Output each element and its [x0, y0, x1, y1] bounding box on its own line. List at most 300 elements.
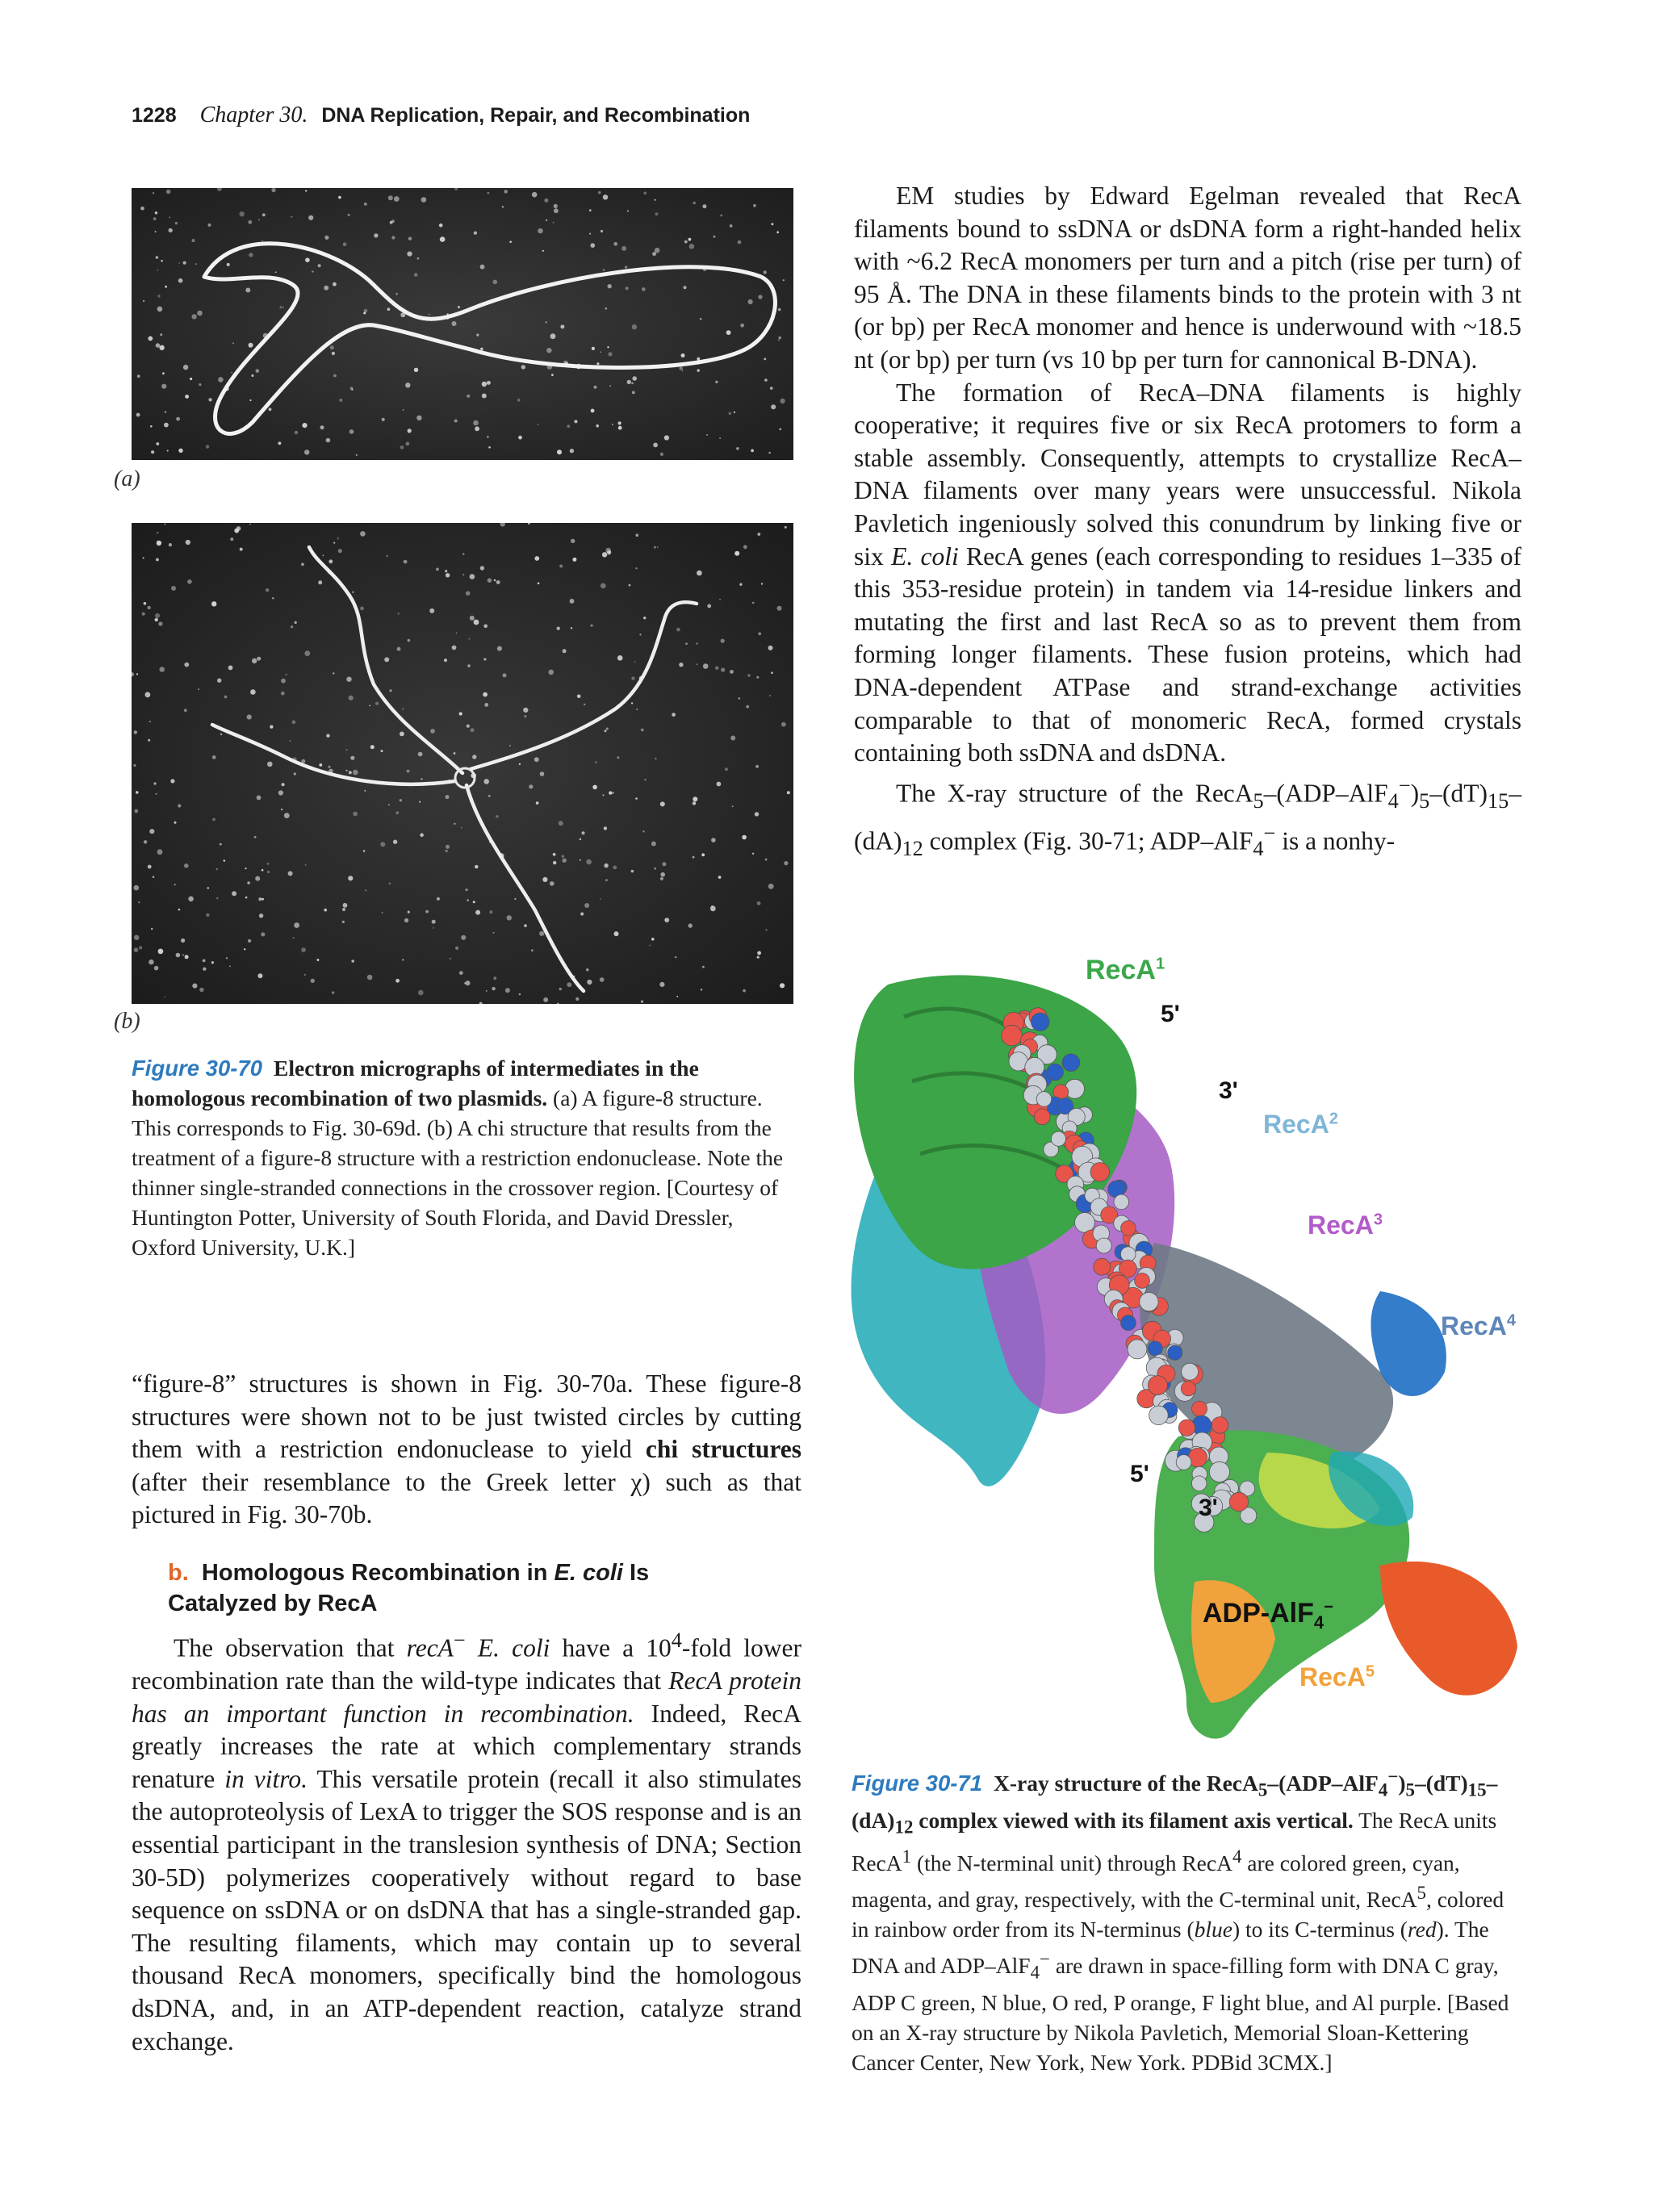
figure-71-number: Figure 30-71 — [852, 1771, 983, 1796]
speckle — [397, 647, 401, 651]
figure-70-title: Electron micrographs of intermediates in the homologous recombination of two plasmids. — [132, 1056, 699, 1110]
speckle — [258, 219, 260, 220]
speckle — [197, 311, 203, 316]
speckle — [269, 408, 272, 411]
speckle — [538, 228, 542, 233]
dna-atom — [1148, 1376, 1167, 1395]
dna-atom — [1128, 1340, 1147, 1359]
speckle — [780, 399, 785, 404]
speckle — [685, 642, 688, 645]
speckle — [714, 236, 716, 238]
speckle — [480, 265, 485, 270]
speckle — [524, 715, 526, 717]
speckle — [768, 884, 774, 889]
speckle — [676, 996, 678, 997]
speckle — [684, 286, 687, 289]
speckle — [418, 990, 424, 996]
speckle — [467, 395, 470, 398]
speckle — [689, 244, 695, 249]
speckle — [703, 663, 709, 669]
speckle — [245, 868, 246, 869]
speckle — [719, 437, 721, 439]
speckle — [305, 190, 307, 191]
speckle — [517, 399, 521, 402]
speckle — [539, 931, 544, 936]
speckle — [584, 704, 585, 705]
speckle — [589, 233, 591, 235]
chapter-label: Chapter 30. — [199, 102, 308, 128]
speckle — [617, 655, 623, 661]
speckle — [780, 983, 785, 988]
speckle — [778, 339, 780, 341]
speckle — [272, 597, 274, 599]
speckle — [367, 975, 373, 981]
speckle — [349, 696, 354, 700]
speckle — [524, 924, 527, 927]
speckle — [199, 988, 203, 992]
speckle — [768, 646, 773, 650]
speckle — [350, 756, 354, 760]
speckle — [418, 752, 423, 757]
speckle — [182, 954, 185, 956]
speckle — [421, 197, 427, 203]
speckle — [570, 599, 575, 604]
speckle — [755, 765, 759, 768]
paragraph-pavletich: The formation of RecA–DNA filaments is highly cooperative; it requires five or six RecA protomers to form a stable assembly. Consequently, attempts to crystallize RecA–DNA filaments over many years were unsuccessful. Nikola Pavletich ingeniously solved this conundrum by linking five or six E. coli RecA genes (each corresponding to residues 1–335 of this 353-residue protein) in tandem via 14-residue linkers and mutating the first and last RecA so as to prevent them from forming longer filaments. These fusion proteins, which had DNA-dependent ATPase and strand-exchange activities comparable to that of monomeric RecA, formed crystals containing both ssDNA and dsDNA. — [854, 378, 1522, 767]
speckle — [467, 725, 470, 728]
speckle — [216, 868, 218, 870]
speckle — [446, 795, 450, 799]
speckle — [600, 351, 601, 353]
dna-atom — [1121, 1315, 1136, 1331]
speckle — [697, 571, 702, 576]
speckle — [339, 399, 342, 402]
speckle — [531, 949, 534, 951]
speckle — [164, 423, 169, 428]
figure-71-title: X-ray structure of the $RecA_5-(ADP-AlF_4^-)_5-(dT)_{15}-(dA)_{12}$ complex viewed with its filament axis vertical. — [852, 1767, 1498, 1838]
speckle — [390, 221, 393, 224]
speckle — [332, 352, 335, 355]
speckle — [148, 337, 153, 341]
speckle — [540, 771, 545, 776]
speckle — [785, 526, 787, 529]
speckle — [349, 429, 354, 434]
speckle — [381, 750, 383, 752]
speckle — [736, 447, 739, 450]
speckle — [768, 452, 771, 454]
speckle — [480, 566, 484, 570]
speckle — [188, 897, 194, 902]
dna-atom — [1121, 1221, 1136, 1236]
speckle — [756, 676, 759, 679]
speckle — [487, 436, 489, 438]
speckle — [509, 240, 512, 243]
speckle — [161, 384, 166, 389]
speckle — [165, 411, 167, 413]
speckle — [554, 204, 558, 208]
speckle — [655, 758, 657, 759]
speckle — [183, 365, 188, 370]
label-top-5prime: 5' — [1161, 1001, 1180, 1027]
speckle — [365, 889, 366, 891]
speckle — [267, 863, 270, 865]
speckle — [395, 811, 399, 814]
speckle — [729, 412, 732, 416]
speckle — [534, 757, 539, 762]
speckle — [294, 772, 296, 775]
speckle — [245, 288, 250, 293]
speckle — [281, 692, 285, 696]
speckle — [226, 957, 228, 960]
speckle — [271, 188, 275, 192]
speckle — [184, 709, 187, 712]
speckle — [681, 353, 685, 358]
speckle — [732, 805, 734, 807]
speckle — [546, 220, 547, 221]
speckle — [406, 442, 410, 446]
speckle — [326, 438, 331, 443]
dna-atom — [1191, 1476, 1207, 1491]
speckle — [166, 190, 171, 194]
speckle — [229, 965, 231, 967]
speckle — [134, 885, 140, 891]
speckle — [572, 558, 576, 562]
label-reca1: RecA$^1$ — [1086, 955, 1165, 985]
speckle — [408, 429, 412, 433]
speckle — [352, 591, 354, 593]
dna-atom — [1002, 1025, 1023, 1046]
speckle — [629, 584, 631, 587]
dna-atom — [1178, 1420, 1195, 1436]
speckle — [486, 990, 488, 992]
speckle — [143, 300, 144, 302]
speckle — [586, 859, 592, 865]
speckle — [348, 876, 353, 880]
speckle — [282, 783, 285, 786]
speckle — [494, 579, 496, 582]
speckle — [387, 555, 388, 557]
speckle — [627, 210, 629, 211]
speckle — [382, 912, 383, 914]
speckle — [249, 253, 253, 257]
speckle — [462, 553, 464, 554]
speckle — [216, 897, 219, 900]
speckle — [626, 286, 629, 290]
speckle — [769, 695, 771, 696]
dna-atom — [1176, 1455, 1191, 1470]
speckle — [251, 374, 253, 377]
speckle — [343, 242, 347, 246]
speckle — [258, 897, 262, 901]
speckle — [682, 370, 684, 372]
speckle — [592, 347, 595, 350]
speckle — [444, 659, 447, 662]
speckle — [185, 395, 189, 399]
right-body-text — [854, 180, 1521, 865]
speckle — [333, 374, 337, 378]
speckle — [684, 240, 688, 244]
speckle — [208, 224, 211, 227]
speckle — [291, 625, 293, 628]
speckle — [403, 409, 404, 411]
speckle — [700, 318, 702, 320]
speckle — [784, 861, 788, 865]
speckle — [720, 215, 722, 217]
speckle — [557, 627, 560, 630]
speckle — [594, 386, 597, 389]
speckle — [655, 199, 656, 201]
speckle — [220, 734, 222, 735]
speckle — [395, 979, 400, 983]
speckle — [382, 418, 385, 421]
speckle — [153, 217, 157, 220]
speckle — [439, 224, 443, 228]
speckle — [184, 863, 189, 868]
speckle — [328, 766, 330, 768]
speckle — [740, 324, 744, 328]
dna-atom — [1229, 1492, 1248, 1511]
speckle — [752, 853, 754, 855]
speckle — [175, 222, 178, 224]
speckle — [333, 542, 335, 544]
speckle — [631, 676, 634, 679]
speckle — [476, 334, 479, 337]
speckle — [206, 445, 210, 449]
speckle — [149, 721, 151, 722]
speckle — [507, 915, 512, 920]
speckle — [364, 790, 366, 792]
speckle — [155, 211, 157, 214]
speckle — [534, 556, 539, 561]
speckle — [618, 426, 622, 430]
speckle — [595, 761, 596, 763]
speckle — [430, 729, 435, 734]
speckle — [157, 295, 160, 297]
speckle — [301, 947, 306, 952]
speckle — [523, 708, 528, 713]
speckle — [609, 385, 611, 387]
speckle — [632, 391, 635, 395]
speckle — [764, 378, 768, 382]
speckle — [155, 793, 157, 795]
speckle — [757, 533, 760, 536]
speckle — [617, 756, 620, 759]
speckle — [697, 663, 698, 665]
speckle — [757, 956, 760, 959]
speckle — [726, 330, 731, 335]
speckle — [155, 618, 158, 621]
speckle — [290, 740, 291, 742]
page-number: 1228 — [132, 104, 177, 127]
speckle — [304, 450, 309, 454]
figure-70-caption — [132, 1053, 801, 1262]
speckle — [553, 861, 556, 864]
speckle — [554, 208, 559, 213]
speckle — [466, 591, 471, 596]
speckle — [257, 973, 262, 978]
speckle — [199, 383, 201, 386]
speckle — [414, 368, 418, 372]
speckle — [191, 314, 196, 319]
speckle — [746, 705, 749, 709]
speckle — [654, 546, 656, 549]
speckle — [514, 898, 516, 900]
speckle — [318, 264, 321, 267]
speckle — [279, 306, 282, 308]
speckle — [787, 791, 790, 794]
speckle — [636, 709, 638, 710]
speckle — [262, 869, 264, 872]
speckle — [518, 436, 522, 440]
speckle — [319, 763, 322, 767]
speckle — [153, 782, 156, 784]
speckle — [559, 821, 563, 826]
speckle — [301, 563, 304, 567]
speckle — [771, 404, 776, 409]
speckle — [160, 333, 162, 336]
dna-atom — [1075, 1213, 1095, 1233]
speckle — [156, 442, 159, 445]
speckle — [329, 559, 333, 563]
speckle — [739, 697, 740, 699]
speckle — [688, 238, 692, 241]
speckle — [482, 394, 487, 399]
speckle — [488, 579, 492, 583]
speckle — [281, 809, 282, 810]
speckle — [780, 429, 782, 431]
speckle — [153, 876, 155, 878]
speckle — [165, 286, 167, 288]
speckle — [330, 345, 334, 349]
speckle — [772, 223, 774, 225]
speckle — [488, 795, 491, 797]
speckle — [660, 801, 665, 806]
speckle — [781, 722, 786, 727]
speckle — [459, 712, 462, 715]
label-bottom-3prime: 3' — [1199, 1495, 1218, 1521]
speckle — [470, 574, 475, 579]
speckle — [320, 425, 324, 429]
speckle — [591, 409, 595, 413]
speckle — [305, 864, 307, 866]
speckle — [154, 966, 159, 971]
speckle — [719, 599, 721, 600]
speckle — [155, 231, 157, 232]
speckle — [155, 613, 160, 618]
speckle — [262, 898, 264, 901]
speckle — [208, 398, 211, 401]
speckle — [544, 199, 548, 203]
speckle — [249, 343, 253, 348]
speckle — [504, 190, 508, 194]
speckle — [393, 840, 397, 844]
speckle — [249, 399, 251, 401]
speckle — [147, 606, 150, 609]
speckle — [469, 638, 471, 640]
dna-atom — [1114, 1194, 1129, 1210]
reca-structure-figure — [815, 952, 1542, 1759]
speckle — [364, 203, 367, 206]
speckle — [586, 968, 588, 971]
speckle — [144, 602, 147, 605]
speckle — [353, 812, 358, 817]
speckle — [748, 299, 753, 304]
speckle — [295, 621, 297, 624]
speckle — [446, 850, 448, 852]
speckle — [456, 633, 458, 634]
speckle — [257, 796, 262, 801]
speckle — [758, 632, 761, 635]
speckle — [256, 369, 260, 373]
speckle — [483, 779, 489, 784]
speckle — [600, 898, 601, 900]
speckle — [224, 696, 228, 699]
speckle — [305, 257, 310, 262]
speckle — [402, 959, 404, 960]
dna-atom — [1149, 1406, 1169, 1425]
speckle — [284, 813, 290, 818]
speckle — [324, 286, 329, 291]
speckle — [643, 617, 646, 619]
label-reca4: RecA$^4$ — [1441, 1311, 1516, 1340]
speckle — [369, 705, 370, 707]
speckle — [625, 266, 627, 268]
speckle — [462, 574, 464, 575]
speckle — [662, 862, 666, 866]
speckle — [707, 604, 711, 608]
speckle — [605, 730, 607, 732]
speckle — [247, 714, 252, 719]
speckle — [142, 613, 145, 616]
speckle — [236, 526, 241, 531]
section-heading-line2: Catalyzed by RecA — [168, 1591, 378, 1616]
speckle — [701, 989, 702, 990]
speckle — [247, 881, 250, 884]
speckle — [278, 441, 282, 445]
micrograph-b — [132, 523, 793, 1004]
speckle — [394, 196, 400, 202]
speckle — [592, 785, 597, 790]
speckle — [489, 910, 492, 914]
speckle — [245, 897, 248, 899]
speckle — [231, 372, 232, 374]
speckle — [380, 842, 385, 847]
speckle — [487, 381, 491, 385]
speckle — [472, 755, 476, 759]
speckle — [400, 799, 402, 801]
speckle — [267, 871, 270, 873]
speckle — [475, 910, 480, 915]
speckle — [659, 982, 664, 987]
speckle — [240, 548, 243, 551]
speckle — [181, 939, 185, 943]
chapter-title: DNA Replication, Repair, and Recombination — [321, 104, 751, 127]
dna-atom — [1051, 1131, 1065, 1146]
label-adp-alf4: ADP-AlF$_4$− — [1203, 1598, 1333, 1633]
speckle — [437, 897, 440, 901]
speckle — [608, 284, 612, 288]
speckle — [333, 282, 337, 286]
speckle — [137, 374, 140, 378]
speckle — [458, 306, 460, 308]
dna-atom — [1140, 1292, 1158, 1311]
speckle — [176, 953, 181, 958]
speckle — [483, 625, 488, 629]
speckle — [778, 308, 781, 312]
speckle — [467, 664, 471, 667]
speckle — [145, 692, 151, 697]
speckle — [416, 416, 421, 420]
